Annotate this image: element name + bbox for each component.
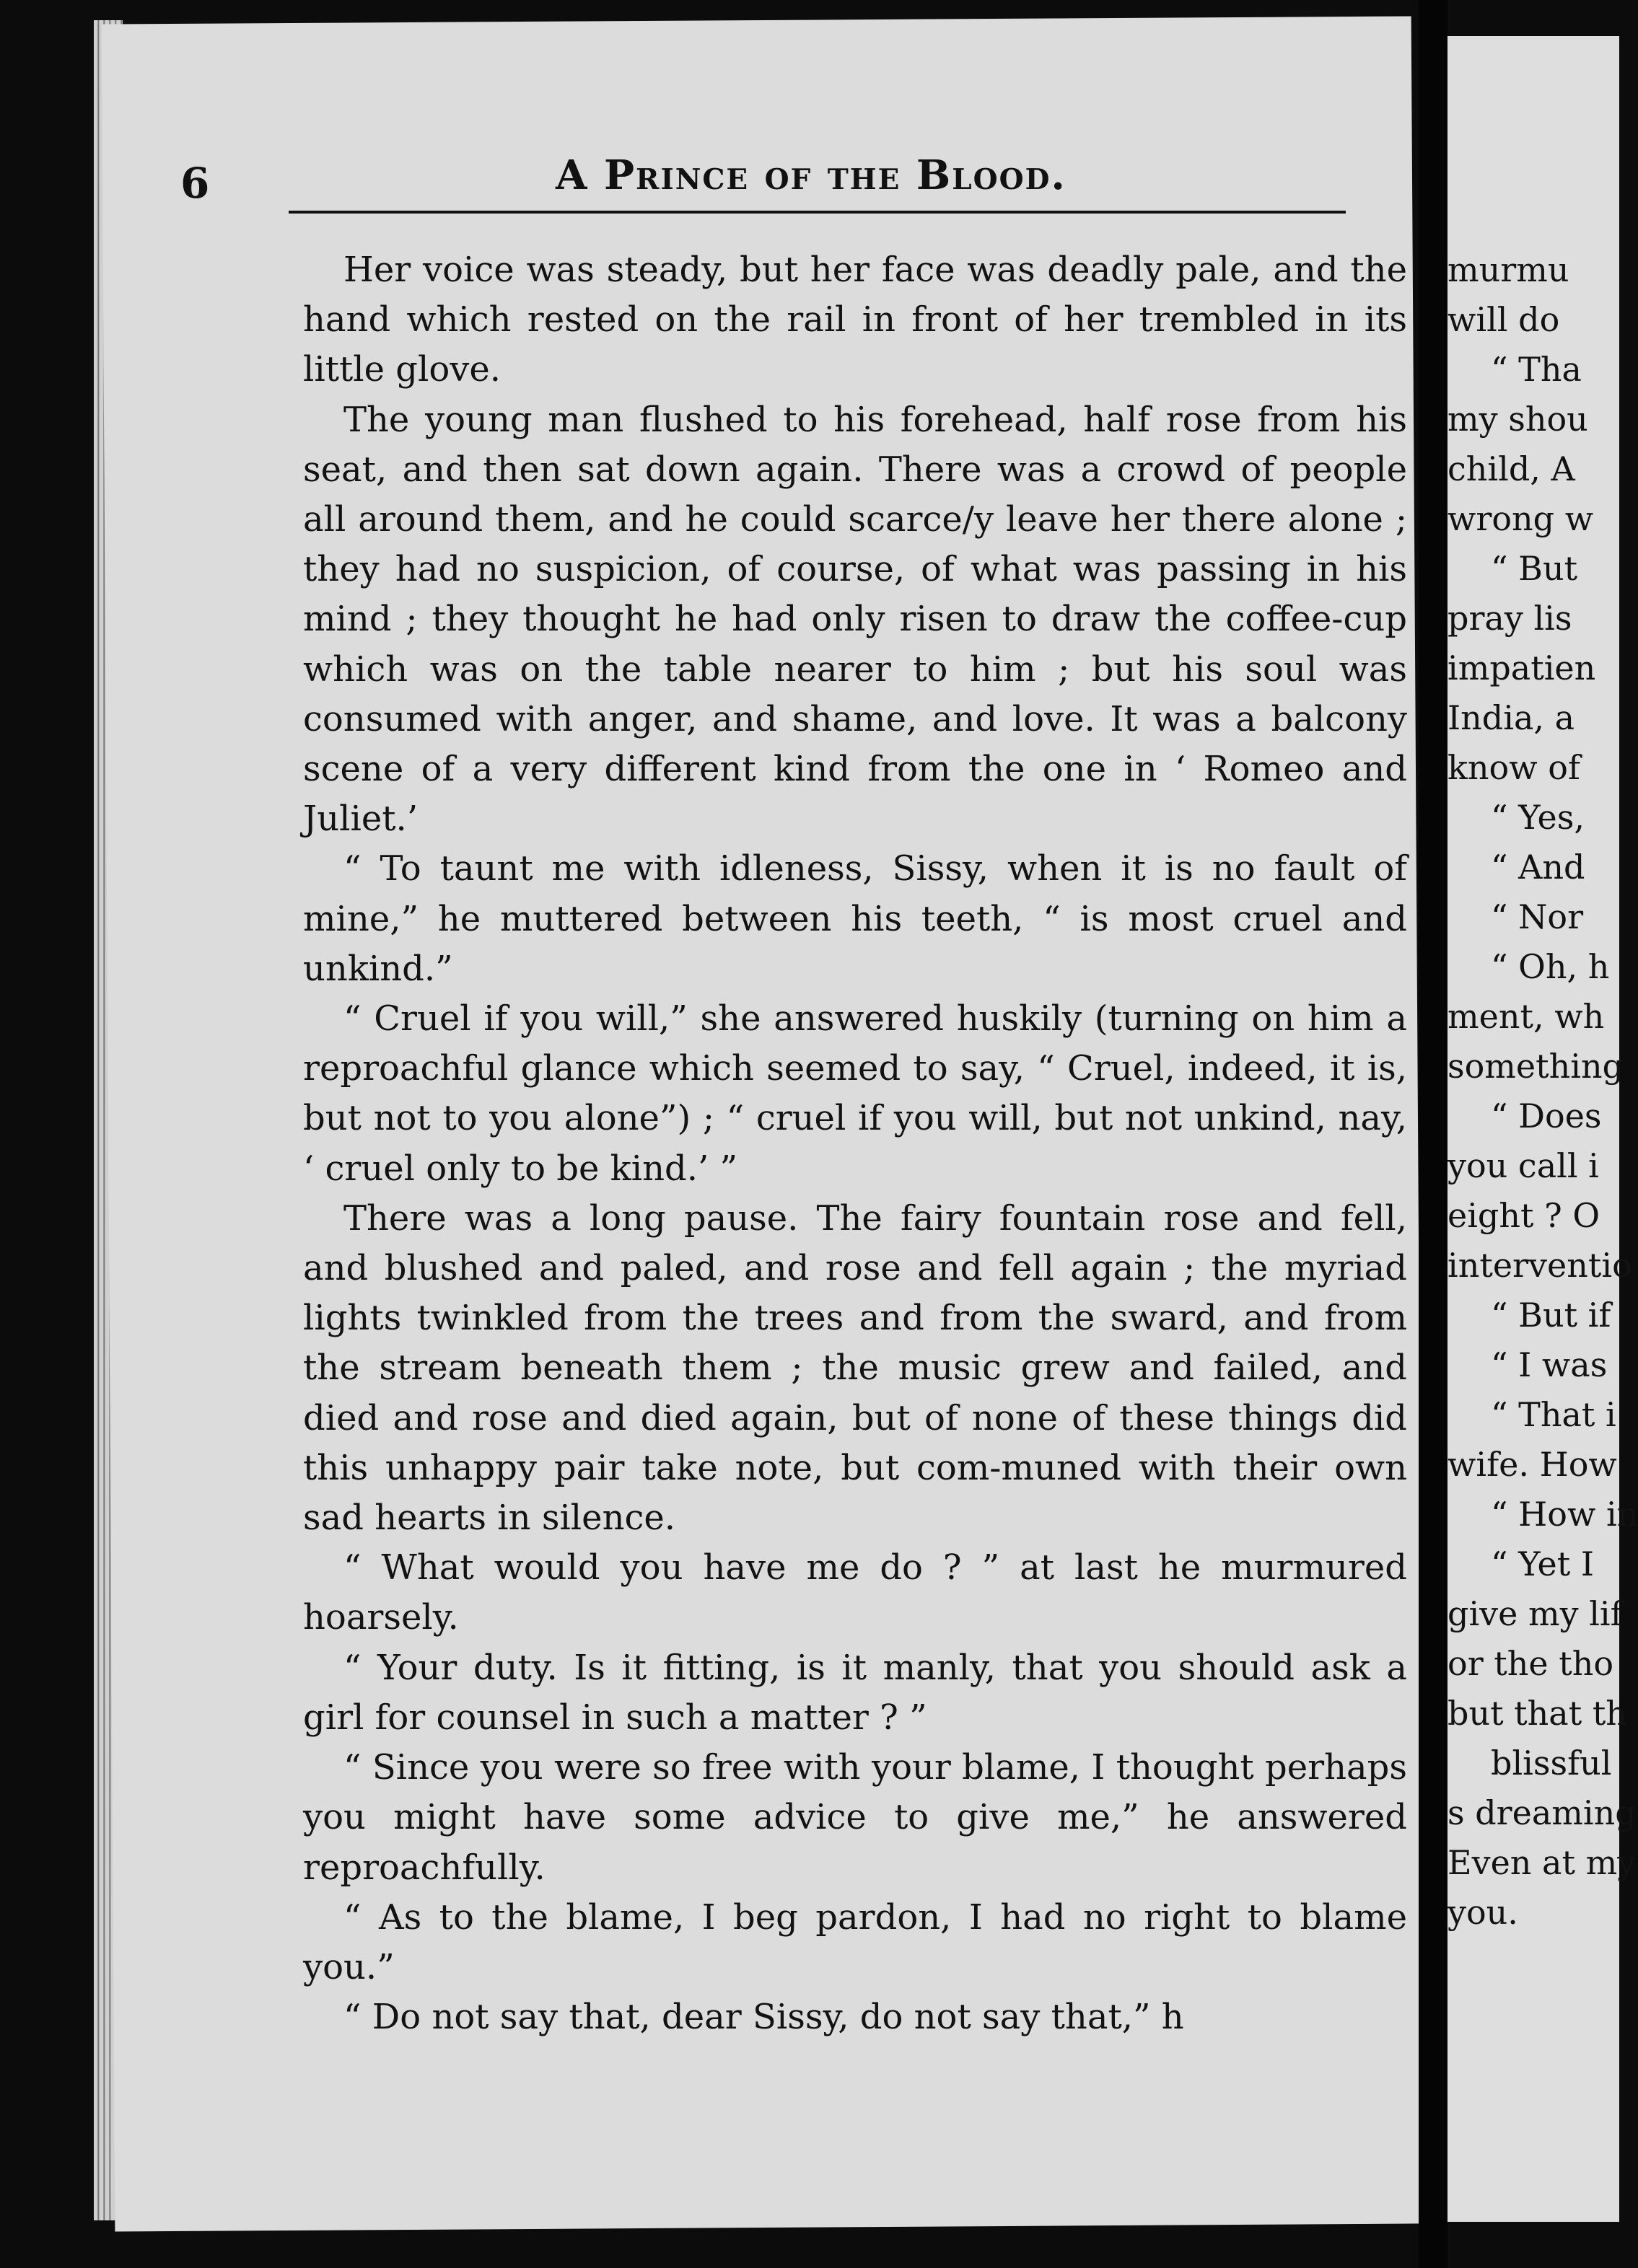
text-line: or the tho	[1448, 1644, 1614, 1683]
text-line: murmu	[1448, 250, 1569, 289]
text-line: “ Oh, h	[1491, 947, 1610, 986]
text-line: “ But	[1491, 549, 1578, 588]
text-line: “ But if	[1491, 1296, 1611, 1335]
text-line: “ Yet I	[1491, 1544, 1595, 1583]
text-line: s dreaming	[1448, 1793, 1637, 1832]
text-line: Even at my	[1448, 1843, 1637, 1882]
text-line: eight ? O	[1448, 1196, 1600, 1235]
text-line: “ That i	[1491, 1395, 1616, 1434]
text-line: “ Nor	[1491, 897, 1584, 936]
paragraph: “ What would you have me do ? ” at last he murmured hoarsely.	[303, 1547, 1407, 1638]
header-rule	[289, 211, 1346, 214]
paragraph: Her voice was steady, but her face was deadly pale, and the hand which rested on the rail in front of her trembled in its little glove.	[303, 250, 1407, 390]
text-line: child, A	[1448, 449, 1575, 488]
text-line: “ Yes,	[1491, 798, 1585, 837]
text-line: blissful	[1491, 1744, 1612, 1783]
text-line: but that th	[1448, 1694, 1627, 1733]
text-line: “ How in	[1491, 1495, 1638, 1534]
text-line: ment, wh	[1448, 997, 1605, 1036]
text-line: “ Does	[1491, 1096, 1602, 1135]
text-line: you.	[1448, 1893, 1518, 1932]
text-line: will do	[1448, 300, 1560, 339]
text-line: my shou	[1448, 400, 1588, 439]
text-line: pray lis	[1448, 599, 1572, 638]
text-line: “ I was	[1491, 1345, 1608, 1384]
paragraph: “ Cruel if you will,” she answered huskily (turning on him a reproachful glance which seemed to say, “ Cruel, indeed, it is, but not to you alone”) ; “ cruel if you will, but not unkind, nay, ‘ cruel only to be kind.’ ”	[303, 998, 1407, 1189]
right-page-text	[1448, 245, 1638, 1938]
running-head	[180, 144, 1364, 209]
paragraph: “ As to the blame, I beg pardon, I had no right to blame you.”	[303, 1896, 1407, 1987]
text-line: know of	[1448, 748, 1580, 787]
text-line: you call i	[1448, 1146, 1599, 1185]
text-line: impatien	[1448, 649, 1596, 687]
text-line: “ And	[1491, 848, 1585, 887]
paragraph: The young man flushed to his forehead, half rose from his seat, and then sat down again. There was a crowd of people all around them, and he could scarce/y leave her there alone ; they had no suspicion, of course, of what was passing in his mind ; they thought he had only risen to draw the coffee-cup which was on the table nearer to him ; but his soul was consumed with anger, and shame, and love. It was a balcony scene of a very different kind from the one in ‘ Romeo and Juliet.’	[303, 399, 1407, 840]
right-page	[1448, 36, 1638, 2222]
paragraph: “ Your duty. Is it fitting, is it manly, that you should ask a girl for counsel in such a matter ? ”	[303, 1647, 1407, 1738]
text-line: wrong w	[1448, 499, 1594, 538]
text-line: wife. How	[1448, 1445, 1617, 1484]
paragraph: “ Do not say that, dear Sissy, do not say that,” h	[343, 1997, 1184, 2038]
paragraph: “ To taunt me with idleness, Sissy, when it is no fault of mine,” he muttered between his teeth, “ is most cruel and unkind.”	[303, 848, 1407, 989]
page-number: 6	[180, 159, 210, 208]
text-line: something	[1448, 1047, 1624, 1086]
text-line: India, a	[1448, 698, 1575, 737]
paragraph: “ Since you were so free with your blame, I thought perhaps you might have some advice to give me,” he answered reproachfully.	[303, 1747, 1407, 1888]
body-text	[303, 245, 1407, 2042]
text-line: interventio	[1448, 1246, 1632, 1285]
book-gutter	[1419, 0, 1448, 2268]
text-line: “ Tha	[1491, 350, 1582, 389]
paragraph: There was a long pause. The fairy fountain rose and fell, and blushed and paled, and rose and fell again ; the myriad lights twinkled from the trees and from the sward, and from the stream beneath them ; the music grew and failed, and died and rose and died again, but of none of these things did this unhappy pair take note, but com-muned with their own sad hearts in silence.	[303, 1197, 1407, 1539]
text-line: give my lif	[1448, 1594, 1623, 1633]
running-title: A Prince of the Blood.	[556, 151, 1067, 199]
